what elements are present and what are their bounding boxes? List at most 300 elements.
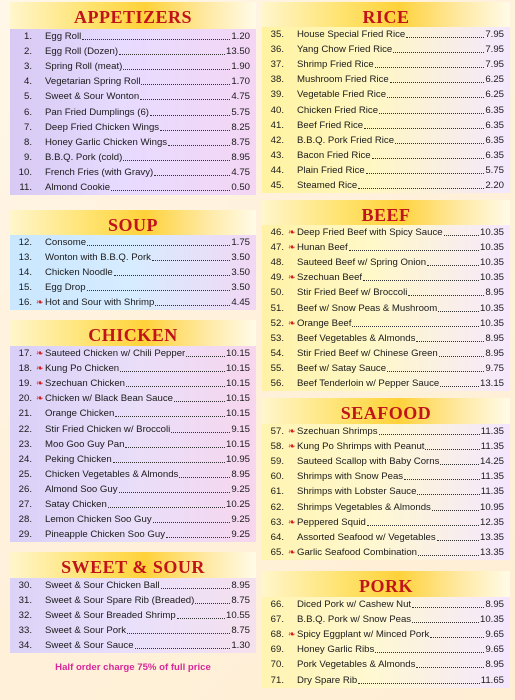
menu-item-row	[10, 135, 256, 150]
item-name: Deep Fried Beef with Spicy Sauce	[297, 227, 443, 239]
item-number: 70.	[270, 659, 284, 671]
menu-item-row	[262, 87, 510, 102]
item-name: Sweet & Sour Wonton	[45, 91, 140, 103]
dot-leader	[375, 651, 484, 653]
item-number: 57.	[270, 426, 284, 438]
item-name: Egg Roll (Dozen)	[45, 46, 119, 58]
item-price: 10.35	[479, 317, 504, 329]
menu-item-row	[10, 250, 256, 265]
item-number: 8.	[23, 136, 32, 148]
item-number: 38.	[270, 74, 284, 86]
menu-item-row	[262, 285, 510, 300]
item-name: Assorted Seafood w/ Vegetables	[297, 531, 436, 543]
item-number: 47.	[270, 242, 284, 254]
chili-pepper-icon: ❧	[288, 426, 296, 437]
dot-leader	[186, 355, 225, 357]
item-number: 18.	[18, 363, 32, 375]
item-number: 67.	[270, 614, 284, 626]
menu-item-row	[262, 597, 510, 612]
dot-leader	[379, 112, 484, 114]
dot-leader	[404, 478, 480, 480]
item-price: 9.65	[485, 629, 504, 641]
pork-list	[262, 597, 510, 688]
item-name: Sweet & Sour Pork	[45, 625, 127, 637]
item-number: 58.	[270, 441, 284, 453]
item-price: 13.35	[479, 546, 504, 558]
item-price: 3.50	[231, 267, 250, 279]
menu-item-row	[10, 376, 256, 391]
item-price: 14.25	[479, 456, 504, 468]
menu-item-row	[10, 165, 256, 180]
menu-item-row	[262, 255, 510, 270]
menu-item-row	[10, 527, 256, 542]
item-name: Kung Po Shrimps with Peanut	[297, 441, 425, 453]
item-name: Vegetable Fried Rice	[297, 89, 387, 101]
dot-leader	[418, 554, 479, 556]
item-price: 6.35	[485, 149, 504, 161]
menu-item-row	[262, 424, 510, 439]
item-name: Spring Roll (meat)	[45, 61, 123, 73]
item-number: 4.	[23, 76, 32, 88]
item-name: Sauteed Chicken w/ Chili Pepper	[45, 348, 186, 360]
item-number: 36.	[270, 44, 284, 56]
item-price: 1.70	[231, 76, 250, 88]
item-name: Egg Roll	[45, 31, 82, 43]
menu-item-row	[262, 42, 510, 57]
menu-item-row	[10, 437, 256, 452]
menu-item-row	[10, 44, 256, 59]
item-name: Mushroom Fried Rice	[297, 74, 389, 86]
menu-item-row	[262, 657, 510, 672]
item-price: 10.15	[225, 378, 250, 390]
menu-item-row	[262, 225, 510, 240]
item-number: 9.	[23, 151, 32, 163]
dot-leader	[412, 606, 484, 608]
menu-item-row	[262, 612, 510, 627]
item-number: 37.	[270, 59, 284, 71]
dot-leader	[406, 36, 484, 38]
beef-list	[262, 225, 510, 391]
menu-item-row	[10, 391, 256, 406]
menu-item-row	[10, 104, 256, 119]
item-number: 3.	[23, 61, 32, 73]
dot-leader	[82, 38, 230, 40]
dot-leader	[161, 587, 231, 589]
item-number: 56.	[270, 377, 284, 389]
item-name: Chicken Noodle	[45, 267, 113, 279]
menu-item-row	[10, 623, 256, 638]
item-price: 8.75	[231, 625, 250, 637]
dot-leader	[119, 491, 231, 493]
dot-leader	[437, 539, 479, 541]
item-name: Plain Fried Rice	[297, 164, 365, 176]
dot-leader	[349, 249, 479, 251]
menu-item-row	[10, 59, 256, 74]
item-number: 11.	[19, 181, 32, 193]
dot-leader	[372, 157, 485, 159]
item-price: 6.35	[485, 134, 504, 146]
dot-leader	[416, 340, 484, 342]
item-name: Garlic Seafood Combination	[297, 546, 417, 558]
item-number: 34.	[18, 640, 32, 652]
menu-item-row	[262, 672, 510, 687]
item-number: 68.	[270, 629, 284, 641]
item-price: 10.15	[225, 348, 250, 360]
sweet-sour-list	[10, 578, 256, 653]
item-number: 39.	[270, 89, 284, 101]
dot-leader	[425, 448, 479, 450]
item-name: Satay Chicken	[45, 498, 107, 510]
item-name: Kung Po Chicken	[45, 363, 120, 375]
item-price: 10.35	[479, 272, 504, 284]
menu-item-row	[10, 235, 256, 250]
chili-pepper-icon: ❧	[36, 297, 44, 308]
item-price: 12.35	[479, 516, 504, 528]
item-number: 66.	[270, 599, 284, 611]
menu-item-row	[262, 545, 510, 560]
item-name: French Fries (with Gravy)	[45, 166, 154, 178]
item-price: 10.35	[479, 242, 504, 254]
item-name: Beef Fried Rice	[297, 119, 364, 131]
section-title: RICE	[362, 6, 410, 27]
half-order-note: Half order charge 75% of full price	[55, 662, 211, 673]
dot-leader	[358, 187, 484, 189]
item-name: Stir Fried Beef w/ Broccoli	[297, 287, 408, 299]
dot-leader	[140, 98, 230, 100]
item-number: 64.	[270, 531, 284, 543]
chicken-section	[10, 320, 256, 541]
item-name: Shrimps with Lobster Sauce	[297, 486, 417, 498]
item-price: 2.20	[485, 179, 504, 191]
chili-pepper-icon: ❧	[288, 272, 296, 283]
item-price: 10.15	[225, 438, 250, 450]
dot-leader	[379, 433, 480, 435]
dot-leader	[174, 400, 225, 402]
item-number: 32.	[18, 610, 32, 622]
dot-leader	[87, 289, 231, 291]
rice-section	[262, 2, 510, 191]
dot-leader	[366, 172, 485, 174]
menu-item-row	[262, 118, 510, 133]
menu-item-row	[262, 515, 510, 530]
item-name: Szechuan Beef	[297, 272, 363, 284]
item-price: 11.35	[480, 486, 504, 498]
menu-item-row	[262, 240, 510, 255]
menu-item-row	[262, 361, 510, 376]
dot-leader	[171, 431, 230, 433]
item-name: B.B.Q. Pork (cold)	[45, 151, 123, 163]
item-number: 54.	[270, 347, 284, 359]
menu-item-row	[262, 627, 510, 642]
item-name: Sauteed Scallop with Baby Corns	[297, 456, 440, 468]
item-price: 8.95	[485, 347, 504, 359]
menu-item-row	[262, 439, 510, 454]
item-name: Honey Garlic Ribs	[297, 644, 375, 656]
item-name: Honey Garlic Chicken Wings	[45, 136, 168, 148]
item-number: 71.	[270, 674, 284, 686]
soup-section	[10, 210, 256, 309]
item-number: 30.	[18, 580, 32, 592]
section-title: SOUP	[107, 214, 158, 235]
item-price: 5.75	[485, 164, 504, 176]
menu-item-row	[10, 452, 256, 467]
menu-item-row	[262, 530, 510, 545]
dot-leader	[393, 51, 484, 53]
dot-leader	[177, 617, 225, 619]
item-name: Beef w/ Satay Sauce	[297, 362, 387, 374]
item-name: House Special Fried Rice	[297, 29, 406, 41]
section-title: SWEET & SOUR	[61, 556, 205, 577]
item-name: Yang Chow Fried Rice	[297, 44, 393, 56]
item-price: 8.95	[231, 580, 250, 592]
dot-leader	[390, 81, 485, 83]
item-name: B.B.Q. Pork Fried Rice	[297, 134, 395, 146]
item-number: 19.	[18, 378, 32, 390]
item-name: Pineapple Chicken Soo Guy	[45, 529, 165, 541]
menu-item-row	[262, 642, 510, 657]
appetizers-section	[10, 2, 256, 193]
item-price: 9.75	[485, 362, 504, 374]
item-price: 7.95	[485, 59, 504, 71]
item-name: Sweet & Sour Breaded Shrimp	[45, 610, 176, 622]
item-name: Lemon Chicken Soo Guy	[45, 514, 152, 526]
item-price: 10.35	[479, 227, 504, 239]
item-price: 9.65	[485, 644, 504, 656]
dot-leader	[412, 621, 479, 623]
item-name: Beef Tenderloin w/ Pepper Sauce	[297, 377, 440, 389]
item-number: 25.	[18, 468, 32, 480]
dot-leader	[127, 632, 230, 634]
dot-leader	[166, 536, 230, 538]
item-number: 44.	[270, 164, 284, 176]
item-number: 63.	[270, 516, 284, 528]
menu-item-row	[10, 265, 256, 280]
dot-leader	[155, 304, 230, 306]
item-price: 8.95	[231, 468, 250, 480]
dot-leader	[363, 279, 479, 281]
dot-leader	[432, 509, 479, 511]
dot-leader	[444, 234, 479, 236]
item-name: Shrimp Fried Rice	[297, 59, 374, 71]
item-price: 6.35	[485, 104, 504, 116]
item-price: 1.20	[231, 31, 250, 43]
dot-leader	[154, 174, 230, 176]
menu-item-row	[10, 497, 256, 512]
dot-leader	[358, 682, 479, 684]
menu-item-row	[262, 133, 510, 148]
menu-item-row	[262, 484, 510, 499]
menu-item-row	[262, 469, 510, 484]
dot-leader	[120, 370, 225, 372]
item-price: 8.75	[231, 136, 250, 148]
item-price: 10.15	[225, 363, 250, 375]
item-price: 10.95	[225, 453, 250, 465]
dot-leader	[135, 647, 231, 649]
item-name: B.B.Q. Pork w/ Snow Peas	[297, 614, 412, 626]
item-number: 1.	[23, 31, 32, 43]
item-price: 4.45	[231, 297, 250, 309]
item-number: 65.	[270, 546, 284, 558]
dot-leader	[430, 636, 484, 638]
menu-item-row	[262, 178, 510, 193]
item-name: Peking Chicken	[45, 453, 112, 465]
item-price: 9.15	[231, 423, 250, 435]
item-number: 40.	[270, 104, 284, 116]
item-number: 41.	[270, 119, 284, 131]
item-name: Sweet & Sour Spare Rib (Breaded)	[45, 595, 195, 607]
item-price: 6.25	[485, 74, 504, 86]
item-number: 60.	[270, 471, 284, 483]
menu-item-row	[10, 467, 256, 482]
chili-pepper-icon: ❧	[288, 516, 296, 527]
item-price: 9.25	[231, 514, 250, 526]
item-price: 4.75	[231, 166, 250, 178]
item-price: 7.95	[485, 44, 504, 56]
menu-item-row	[10, 280, 256, 295]
chili-pepper-icon: ❧	[36, 348, 44, 359]
item-name: Consome	[45, 237, 87, 249]
beef-section	[262, 200, 510, 389]
menu-item-row	[262, 331, 510, 346]
menu-item-row	[262, 376, 510, 391]
appetizers-list	[10, 29, 256, 195]
item-number: 61.	[270, 486, 284, 498]
item-price: 7.95	[485, 29, 504, 41]
dot-leader	[119, 53, 225, 55]
item-price: 6.35	[485, 119, 504, 131]
item-name: Chicken Vegetables & Almonds	[45, 468, 179, 480]
menu-item-row	[262, 454, 510, 469]
dot-leader	[123, 159, 230, 161]
item-name: Shrimps with Snow Peas	[297, 471, 404, 483]
dot-leader	[440, 385, 479, 387]
menu-item-row	[10, 593, 256, 608]
menu-item-row	[262, 270, 510, 285]
item-name: Pork Vegetables & Almonds	[297, 659, 416, 671]
dot-leader	[111, 189, 230, 191]
menu-item-row	[10, 608, 256, 623]
dot-leader	[115, 415, 225, 417]
dot-leader	[438, 310, 479, 312]
item-price: 3.50	[231, 252, 250, 264]
menu-item-row	[10, 512, 256, 527]
item-name: Bacon Fried Rice	[297, 149, 371, 161]
item-price: 6.25	[485, 89, 504, 101]
menu-item-row	[10, 29, 256, 44]
item-price: 8.95	[485, 287, 504, 299]
item-number: 20.	[18, 393, 32, 405]
item-price: 10.15	[225, 408, 250, 420]
item-number: 59.	[270, 456, 284, 468]
item-name: Spicy Eggplant w/ Minced Pork	[297, 629, 430, 641]
item-number: 14.	[18, 267, 32, 279]
item-price: 11.35	[480, 471, 504, 483]
item-name: Dry Spare Rib	[297, 674, 358, 686]
item-number: 27.	[18, 498, 32, 510]
dot-leader	[108, 506, 225, 508]
item-number: 69.	[270, 644, 284, 656]
item-price: 8.25	[231, 121, 250, 133]
item-name: Stir Fried Chicken w/ Broccoli	[45, 423, 171, 435]
menu-item-row	[10, 89, 256, 104]
item-number: 16.	[18, 297, 32, 309]
menu-item-row	[10, 406, 256, 421]
dot-leader	[408, 294, 484, 296]
dot-leader	[427, 264, 479, 266]
item-name: Almond Cookie	[45, 181, 111, 193]
item-name: Diced Pork w/ Cashew Nut	[297, 599, 412, 611]
item-price: 13.15	[479, 377, 504, 389]
item-price: 11.35	[480, 426, 504, 438]
dot-leader	[150, 114, 230, 116]
section-title: SEAFOOD	[340, 402, 432, 423]
dot-leader	[417, 493, 479, 495]
item-name: Stir Fried Beef w/ Chinese Green	[297, 347, 438, 359]
item-number: 10.	[18, 166, 32, 178]
item-number: 45.	[270, 179, 284, 191]
item-name: Sweet & Sour Chicken Ball	[45, 580, 160, 592]
pork-section	[262, 571, 510, 686]
dot-leader	[123, 68, 230, 70]
item-number: 31.	[18, 595, 32, 607]
dot-leader	[375, 66, 485, 68]
item-number: 49.	[270, 272, 284, 284]
menu-item-row	[10, 421, 256, 436]
menu-item-row	[262, 102, 510, 117]
chili-pepper-icon: ❧	[288, 242, 296, 253]
item-price: 10.15	[225, 393, 250, 405]
item-number: 52.	[270, 317, 284, 329]
menu-item-row	[10, 361, 256, 376]
rice-list	[262, 27, 510, 193]
item-number: 22.	[18, 423, 32, 435]
item-name: Steamed Rice	[297, 179, 358, 191]
menu-item-row	[10, 120, 256, 135]
seafood-section	[262, 398, 510, 558]
dot-leader	[387, 370, 484, 372]
item-name: Moo Goo Guy Pan	[45, 438, 125, 450]
item-number: 13.	[18, 252, 32, 264]
dot-leader	[160, 129, 230, 131]
chili-pepper-icon: ❧	[288, 441, 296, 452]
item-name: Shrimps Vegetables & Almonds	[297, 501, 431, 513]
item-price: 11.65	[480, 674, 504, 686]
dot-leader	[113, 461, 225, 463]
dot-leader	[125, 446, 225, 448]
item-name: Deep Fried Chicken Wings	[45, 121, 160, 133]
item-number: 12.	[18, 237, 32, 249]
item-number: 42.	[270, 134, 284, 146]
item-price: 1.75	[231, 237, 250, 249]
dot-leader	[126, 385, 225, 387]
item-price: 3.50	[231, 282, 250, 294]
item-price: 13.50	[225, 46, 250, 58]
chili-pepper-icon: ❧	[36, 393, 44, 404]
item-price: 1.30	[231, 640, 250, 652]
dot-leader	[152, 259, 230, 261]
dot-leader	[179, 476, 230, 478]
dot-leader	[195, 602, 230, 604]
item-number: 51.	[270, 302, 284, 314]
item-price: 13.35	[479, 531, 504, 543]
chili-pepper-icon: ❧	[288, 317, 296, 328]
menu-item-row	[10, 482, 256, 497]
sweet-sour-section	[10, 552, 256, 652]
menu-item-row	[262, 27, 510, 42]
section-title: BEEF	[361, 204, 411, 225]
item-number: 17.	[18, 348, 32, 360]
item-number: 6.	[23, 106, 32, 118]
